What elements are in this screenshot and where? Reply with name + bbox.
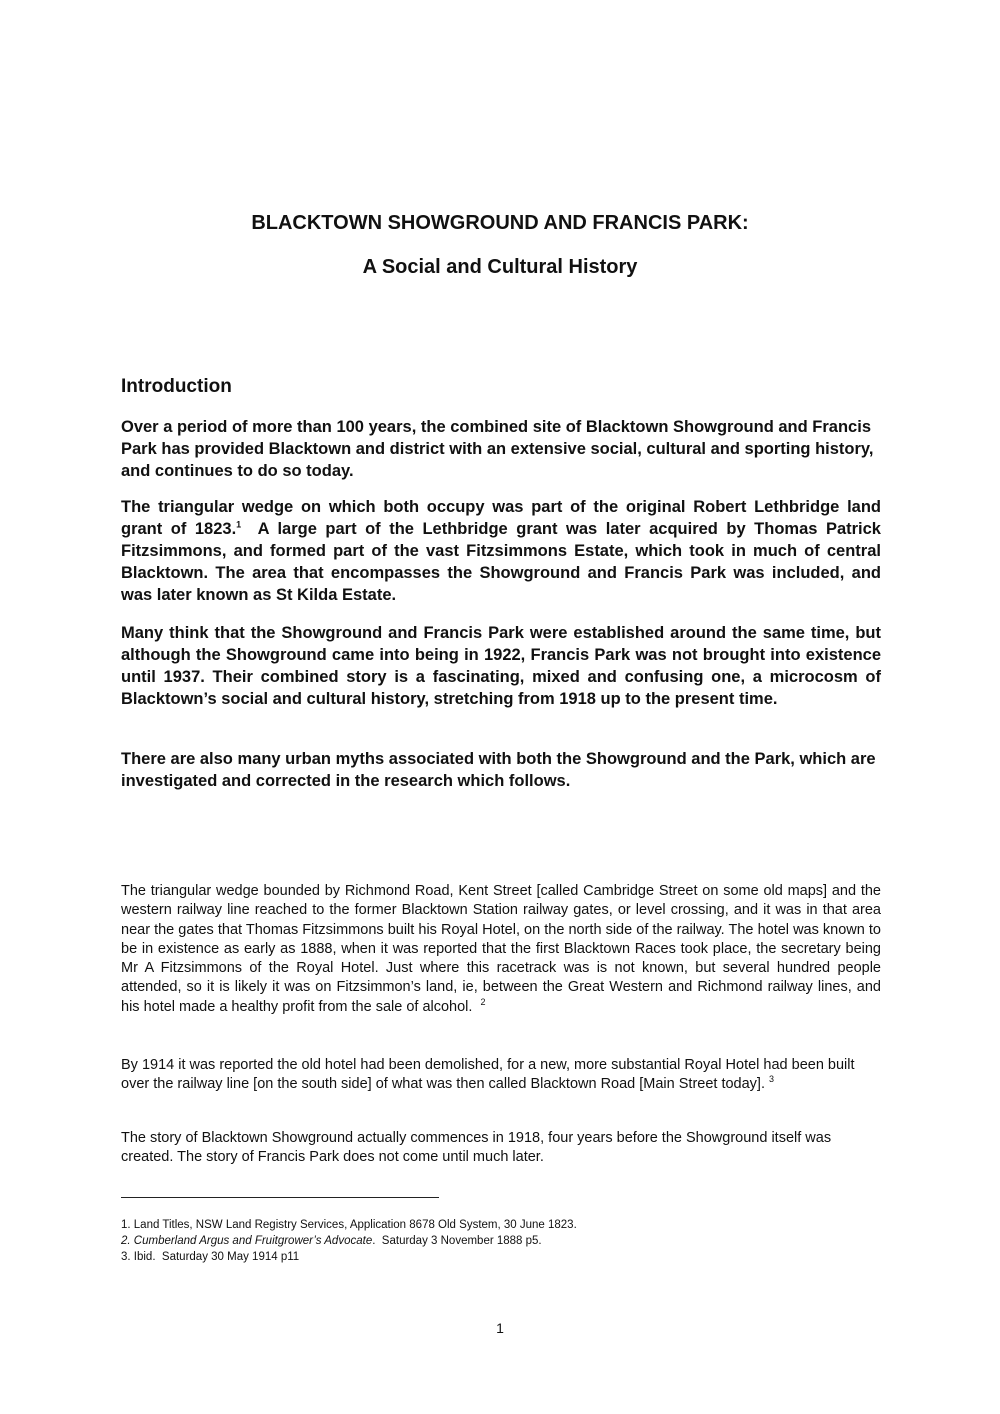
intro-paragraph-1: Over a period of more than 100 years, the combined site of Blacktown Showground and Francis Park has provided Blacktown and district with an extensive social, cultural and sporting history, and continues to do so today. [121, 418, 874, 480]
intro-paragraph-2-text-b: A large part of the Lethbridge grant was later acquired by Thomas Patrick Fitzsimmons, and formed part of the vast Fitzsimmons Estate, which took in much of central Blacktown. The area that encompasses the Showground and Francis Park was included, and was later known as St Kilda Estate. [121, 520, 886, 604]
document-title: BLACKTOWN SHOWGROUND AND FRANCIS PARK: [251, 212, 749, 234]
footnote-3: 3. Ibid. Saturday 30 May 1914 p11 [121, 1251, 300, 1263]
intro-paragraph-4: There are also many urban myths associated with both the Showground and the Park, which are investigated and corrected in the research which follows. [121, 750, 876, 790]
footnote-ref-3: 3 [769, 1074, 775, 1085]
intro-paragraph-2 [121, 496, 886, 606]
footnote-2-details: . Saturday 3 November 1888 p5. [372, 1235, 542, 1247]
footnotes-list [121, 1217, 577, 1265]
footnote-1: 1. Land Titles, NSW Land Registry Services, Application 8678 Old System, 30 June 1823. [121, 1219, 577, 1231]
footnote-separator [121, 1197, 439, 1198]
body-paragraph-1 [121, 882, 881, 1017]
page-number: 1 [496, 1320, 504, 1336]
footnote-2 [121, 1233, 577, 1249]
footnote-ref-1: 1 [236, 519, 242, 530]
section-heading-introduction: Introduction [121, 376, 232, 397]
intro-paragraph-2-text-a: The triangular wedge on which both occupy was part of the original Robert Lethbridge land grant of 1823. [121, 498, 881, 538]
body-paragraph-3: The story of Blacktown Showground actually commences in 1918, four years before the Showground itself was created. The story of Francis Park does not come until much later. [121, 1130, 832, 1166]
document-subtitle: A Social and Cultural History [362, 256, 638, 278]
footnote-2-source: 2. Cumberland Argus and Fruitgrower’s Advocate [121, 1235, 373, 1247]
body-paragraph-2-text: By 1914 it was reported the old hotel had been demolished, for a new, more substantial Royal Hotel had been built over the railway line [on the south side] of what was then called Blacktown Road [Main Street today]. [121, 1057, 855, 1093]
body-paragraph-2 [121, 1056, 881, 1095]
intro-paragraph-3: Many think that the Showground and Francis Park were established around the same time, but although the Showground came into being in 1922, Francis Park was not brought into existence until 1937. Their combined story is a fascinating, mixed and confusing one, a microcosm of Blacktown’s social and cultural history, stretching from 1918 up to the present time. [121, 624, 881, 708]
body-paragraph-1-text: The triangular wedge bounded by Richmond Road, Kent Street [called Cambridge Street on some old maps] and the western railway line reached to the former Blacktown Station railway gates, or level crossing, and it was in that area near the gates that Thomas Fitzsimmons built his Royal Hotel, on the north side of the railway. The hotel was known to be in existence as early as 1888, when it was reported that the first Blacktown Races took place, the secretary being Mr A Fitzsimmons of the Royal Hotel. Just where this racetrack was is not known, but several hundred people attended, so it is likely it was on Fitzsimmon’s land, ie, between the Great Western and Richmond railway lines, and his hotel made a healthy profit from the sale of alcohol. [121, 883, 881, 1015]
footnote-ref-2: 2 [480, 996, 486, 1007]
